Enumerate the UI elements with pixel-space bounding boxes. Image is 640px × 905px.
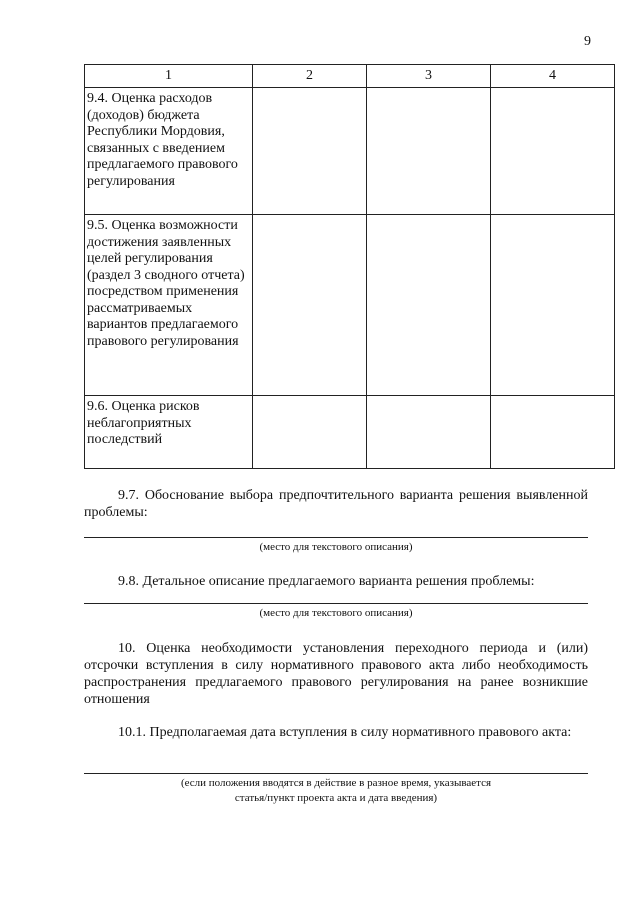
- section-10-1-text: 10.1. Предполагаемая дата вступления в силу нормативного правового акта:: [118, 725, 572, 740]
- section-9-8-text: 9.8. Детальное описание предлагаемого варианта решения проблемы:: [118, 574, 535, 589]
- table-cell: [253, 396, 367, 469]
- table-cell: [253, 88, 367, 215]
- row-label: 9.4. Оценка расходов (доходов) бюджета Республики Мордовия, связанных с введением предлагаемого правового регулирования: [87, 91, 238, 189]
- table-row: [85, 215, 615, 396]
- section-10-1-caption-line1: (если положения вводятся в действие в разное время, указывается: [180, 777, 492, 789]
- section-9-7-caption: (место для текстового описания): [259, 541, 413, 553]
- column-header: 3: [367, 65, 491, 88]
- table-cell: [367, 215, 491, 396]
- section-9-7-text: 9.7. Обоснование выбора предпочтительного варианта решения выявленной проблемы:: [84, 488, 588, 520]
- page-number: 9: [584, 34, 591, 49]
- fill-in-line: [84, 773, 588, 774]
- table-cell: [367, 396, 491, 469]
- row-label-cell: [85, 88, 253, 215]
- table-cell: [491, 88, 615, 215]
- section-10-1-caption-line2: статья/пункт проекта акта и дата введения): [234, 792, 438, 804]
- row-label: 9.5. Оценка возможности достижения заявленных целей регулирования (раздел 3 сводного отчета) посредством применения рассматриваемых вариантов предлагаемого правового регулирования: [87, 218, 245, 349]
- column-header: 4: [491, 65, 615, 88]
- section-9-8-caption: (место для текстового описания): [259, 607, 413, 619]
- table-row: [85, 396, 615, 469]
- fill-in-line: [84, 537, 588, 538]
- row-label-cell: [85, 215, 253, 396]
- table-cell: [253, 215, 367, 396]
- table-row: [85, 88, 615, 215]
- column-header: 2: [253, 65, 367, 88]
- column-header: 1: [85, 65, 253, 88]
- row-label-cell: [85, 396, 253, 469]
- table-cell: [367, 88, 491, 215]
- section-10-text: 10. Оценка необходимости установления переходного периода и (или) отсрочки вступления в силу нормативного правового акта либо необходимость распространения предлагаемого правового регулирования на ранее возникшие отношения: [84, 641, 588, 707]
- table-header-row: [85, 65, 615, 88]
- table-cell: [491, 396, 615, 469]
- fill-in-line: [84, 603, 588, 604]
- assessment-table: [84, 64, 615, 469]
- table-cell: [491, 215, 615, 396]
- row-label: 9.6. Оценка рисков неблагоприятных последствий: [87, 399, 200, 447]
